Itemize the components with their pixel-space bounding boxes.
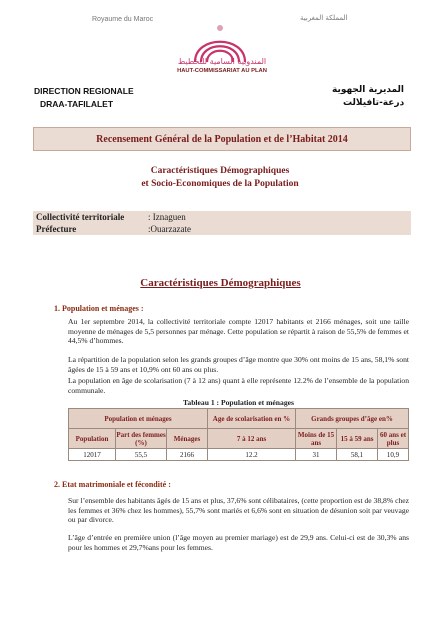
table1 [68, 408, 409, 461]
section1-paragraph2: La répartition de la population selon les grands groupes d’âge montre que 30% ont moins de 15 ans, 58,1% sont âgées de 15 à 59 ans et 10,9% ont 60 ans ou plus. [68, 355, 409, 374]
info-value: :Ouarzazate [148, 224, 191, 234]
section2-paragraph2: L’âge d’entrée en première union (l’âge moyen au premier mariage) est de 29,9 ans. Celui-ci est de 30,3% ans pour les hommes et 29,7%ans pour les femmes. [68, 533, 409, 552]
census-banner [33, 127, 411, 151]
info-key: Collectivité territoriale [36, 212, 125, 222]
info-box [33, 211, 411, 235]
table1-col-header: Population [69, 429, 116, 449]
table1-col-header: Ménages [167, 429, 208, 449]
table1-col-header: Part des femmes (%) [116, 430, 166, 447]
table1-cell: 55,5 [116, 449, 167, 461]
table1-cell: 10,9 [378, 449, 409, 461]
table1-cell: 12017 [69, 449, 116, 461]
table1-cell: 12.2 [208, 449, 296, 461]
section-title: Caractéristiques Démographiques [140, 277, 301, 289]
info-row-prefecture [33, 223, 411, 235]
section1-paragraph3: La population en âge de scolarisation (7 à 12 ans) quant à elle représente 12.2% de l’ensemble de la population communale. [68, 376, 409, 395]
census-banner-title: Recensement Général de la Population et de l’Habitat 2014 [96, 133, 348, 145]
table1-col-header: 60 ans et plus [378, 429, 409, 449]
info-value: : Iznaguen [148, 212, 186, 222]
table1-col-header: 7 à 12 ans [208, 429, 296, 449]
subtitle-line2: et Socio-Economiques de la Population [141, 179, 299, 189]
table1-col-header: 15 à 59 ans [337, 429, 378, 449]
info-row-collectivite [33, 211, 411, 223]
table1-cell: 58,1 [337, 449, 378, 461]
direction-ar-line1: المديرية الجهوية [332, 85, 405, 95]
hcp-name-ar: المندوبية السامية للتخطيط [177, 57, 267, 66]
direction-line1: DIRECTION REGIONALE [34, 86, 134, 96]
table1-col-header: Moins de 15 ans [296, 429, 337, 449]
info-key: Préfecture [36, 224, 77, 234]
table1-group-age: Grands groupes d’âge en% [296, 409, 409, 429]
kingdom-label-ar: المملكة المغربية [300, 14, 348, 22]
subtitle-line1: Caractéristiques Démographiques [150, 166, 290, 176]
table1-cell: 31 [296, 449, 337, 461]
section1-heading: 1. Population et ménages : [54, 304, 144, 313]
table-row [69, 449, 409, 461]
section1-paragraph1: Au 1er septembre 2014, la collectivité territoriale compte 12017 habitants et 2166 ménages, soit une taille moyenne de ménages de 5,5 personnes par ménage. Cette population se répartit à raison de 55,5% de femmes et 44,5% d’hommes. [68, 317, 409, 346]
kingdom-label-fr: Royaume du Maroc [92, 16, 154, 23]
table1-group-scolarisation: Age de scolarisation en % [208, 409, 296, 429]
table1-caption: Tableau 1 : Population et ménages [183, 398, 294, 407]
direction-line2: DRAA-TAFILALET [40, 99, 114, 109]
section2-paragraph1: Sur l’ensemble des habitants âgés de 15 ans et plus, 37,6% sont célibataires, (cette proportion est de 38,8% chez les femmes et 36% chez les hommes), 55,7% sont mariés et 6,6% sont en situation de désunion soit par veuvage ou par divorce. [68, 496, 409, 525]
table1-group-population: Population et ménages [69, 409, 208, 429]
direction-ar-line2: درعة-تافيلالت [343, 98, 405, 108]
hcp-name-fr: HAUT-COMMISSARIAT AU PLAN [177, 68, 267, 74]
table1-cell: 2166 [167, 449, 208, 461]
section2-heading: 2. Etat matrimoniale et fécondité : [54, 480, 171, 489]
